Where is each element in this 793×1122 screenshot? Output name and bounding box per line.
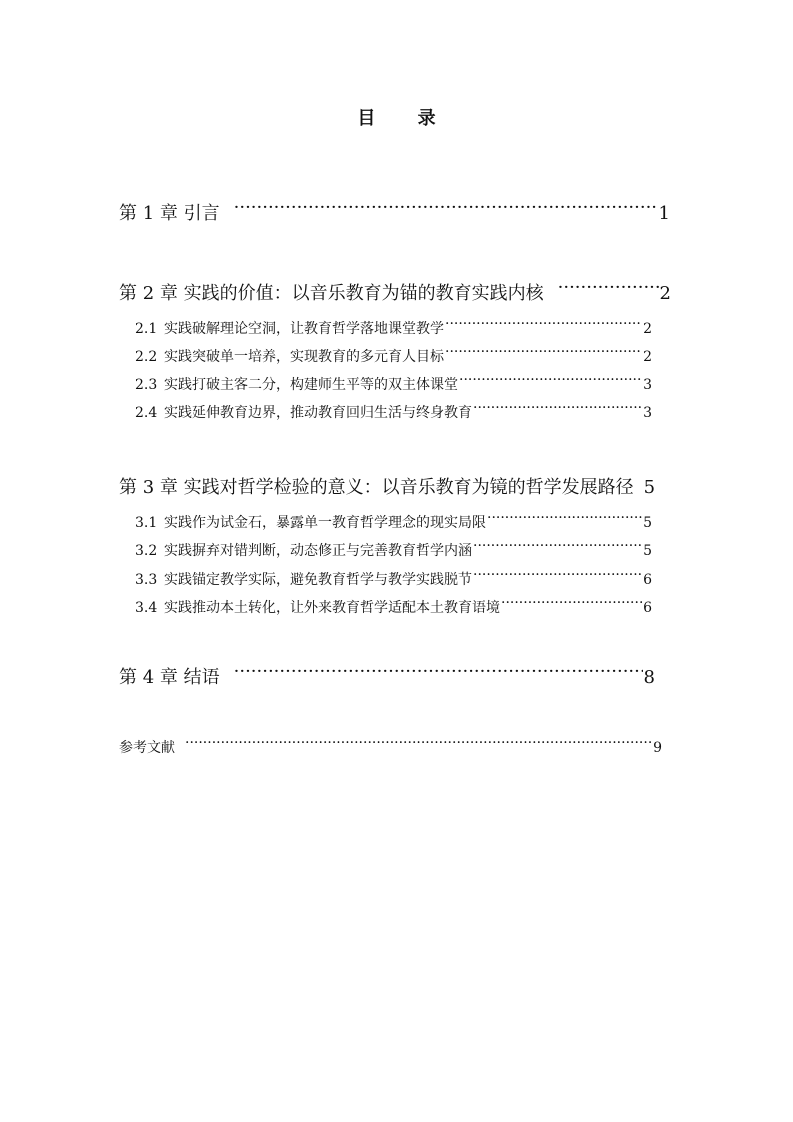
section-label: 实践锚定教学实际，避免教育哲学与教学实践脱节	[164, 572, 472, 588]
toc-chapter-2[interactable]	[119, 279, 671, 305]
toc-references[interactable]	[119, 737, 662, 757]
dot-leader	[234, 665, 643, 683]
dot-leader	[445, 319, 642, 333]
section-label: 实践推动本土转化，让外来教育哲学适配本土教育语境	[164, 600, 500, 616]
chapter-label: 第 1 章 引言	[119, 203, 220, 224]
page-number: 2	[643, 321, 652, 337]
page-number: 6	[643, 572, 652, 588]
dot-leader	[234, 201, 658, 219]
section-label: 实践作为试金石，暴露单一教育哲学理念的现实局限	[164, 515, 486, 531]
dot-leader	[445, 347, 642, 361]
section-number: 2.2	[135, 349, 158, 365]
section-number: 3.3	[135, 572, 158, 588]
page-number: 5	[643, 477, 656, 498]
section-number: 3.2	[135, 543, 158, 559]
dot-leader	[473, 570, 642, 584]
toc-section-3-2[interactable]	[135, 540, 652, 560]
toc-section-2-2[interactable]	[135, 346, 652, 366]
page-number: 8	[643, 667, 655, 688]
dot-leader	[185, 738, 652, 752]
page-number: 5	[643, 543, 652, 559]
section-label: 实践延伸教育边界，推动教育回归生活与终身教育	[164, 405, 472, 421]
toc-chapter-3[interactable]	[119, 473, 664, 499]
chapter-label: 第 3 章 实践对哲学检验的意义：以音乐教育为镜的哲学发展路径	[119, 477, 634, 498]
toc-section-3-4[interactable]	[135, 597, 652, 617]
page-number: 6	[643, 600, 652, 616]
toc-chapter-4[interactable]	[119, 663, 655, 689]
references-label: 参考文献	[119, 740, 175, 756]
page-number: 2	[643, 349, 652, 365]
toc-section-2-1[interactable]	[135, 318, 652, 338]
dot-leader	[473, 403, 642, 417]
section-number: 2.3	[135, 377, 158, 393]
toc-section-2-4[interactable]	[135, 402, 652, 422]
page-number: 9	[653, 740, 662, 756]
toc-chapter-1[interactable]	[119, 199, 670, 225]
page-number: 2	[659, 283, 671, 304]
chapter-label: 第 2 章 实践的价值：以音乐教育为锚的教育实践内核	[119, 283, 544, 304]
dot-leader	[558, 281, 659, 299]
section-label: 实践破解理论空洞，让教育哲学落地课堂教学	[164, 321, 444, 337]
section-label: 实践摒弃对错判断，动态修正与完善教育哲学内涵	[164, 543, 472, 559]
page-number: 3	[643, 405, 652, 421]
toc-section-3-3[interactable]	[135, 569, 652, 589]
section-label: 实践突破单一培养，实现教育的多元育人目标	[164, 349, 444, 365]
section-number: 3.1	[135, 515, 158, 531]
dot-leader	[459, 375, 642, 389]
dot-leader	[501, 598, 642, 612]
dot-leader	[473, 541, 642, 555]
page-number: 1	[658, 203, 670, 224]
toc-section-3-1[interactable]	[135, 512, 652, 532]
toc-section-2-3[interactable]	[135, 374, 652, 394]
page-number: 3	[643, 377, 652, 393]
chapter-label: 第 4 章 结语	[119, 667, 220, 688]
section-number: 3.4	[135, 600, 158, 616]
dot-leader	[487, 513, 642, 527]
section-label: 实践打破主客二分，构建师生平等的双主体课堂	[164, 377, 458, 393]
page-number: 5	[643, 515, 652, 531]
toc-title: 目 录	[357, 108, 454, 129]
section-number: 2.4	[135, 405, 158, 421]
section-number: 2.1	[135, 321, 158, 337]
